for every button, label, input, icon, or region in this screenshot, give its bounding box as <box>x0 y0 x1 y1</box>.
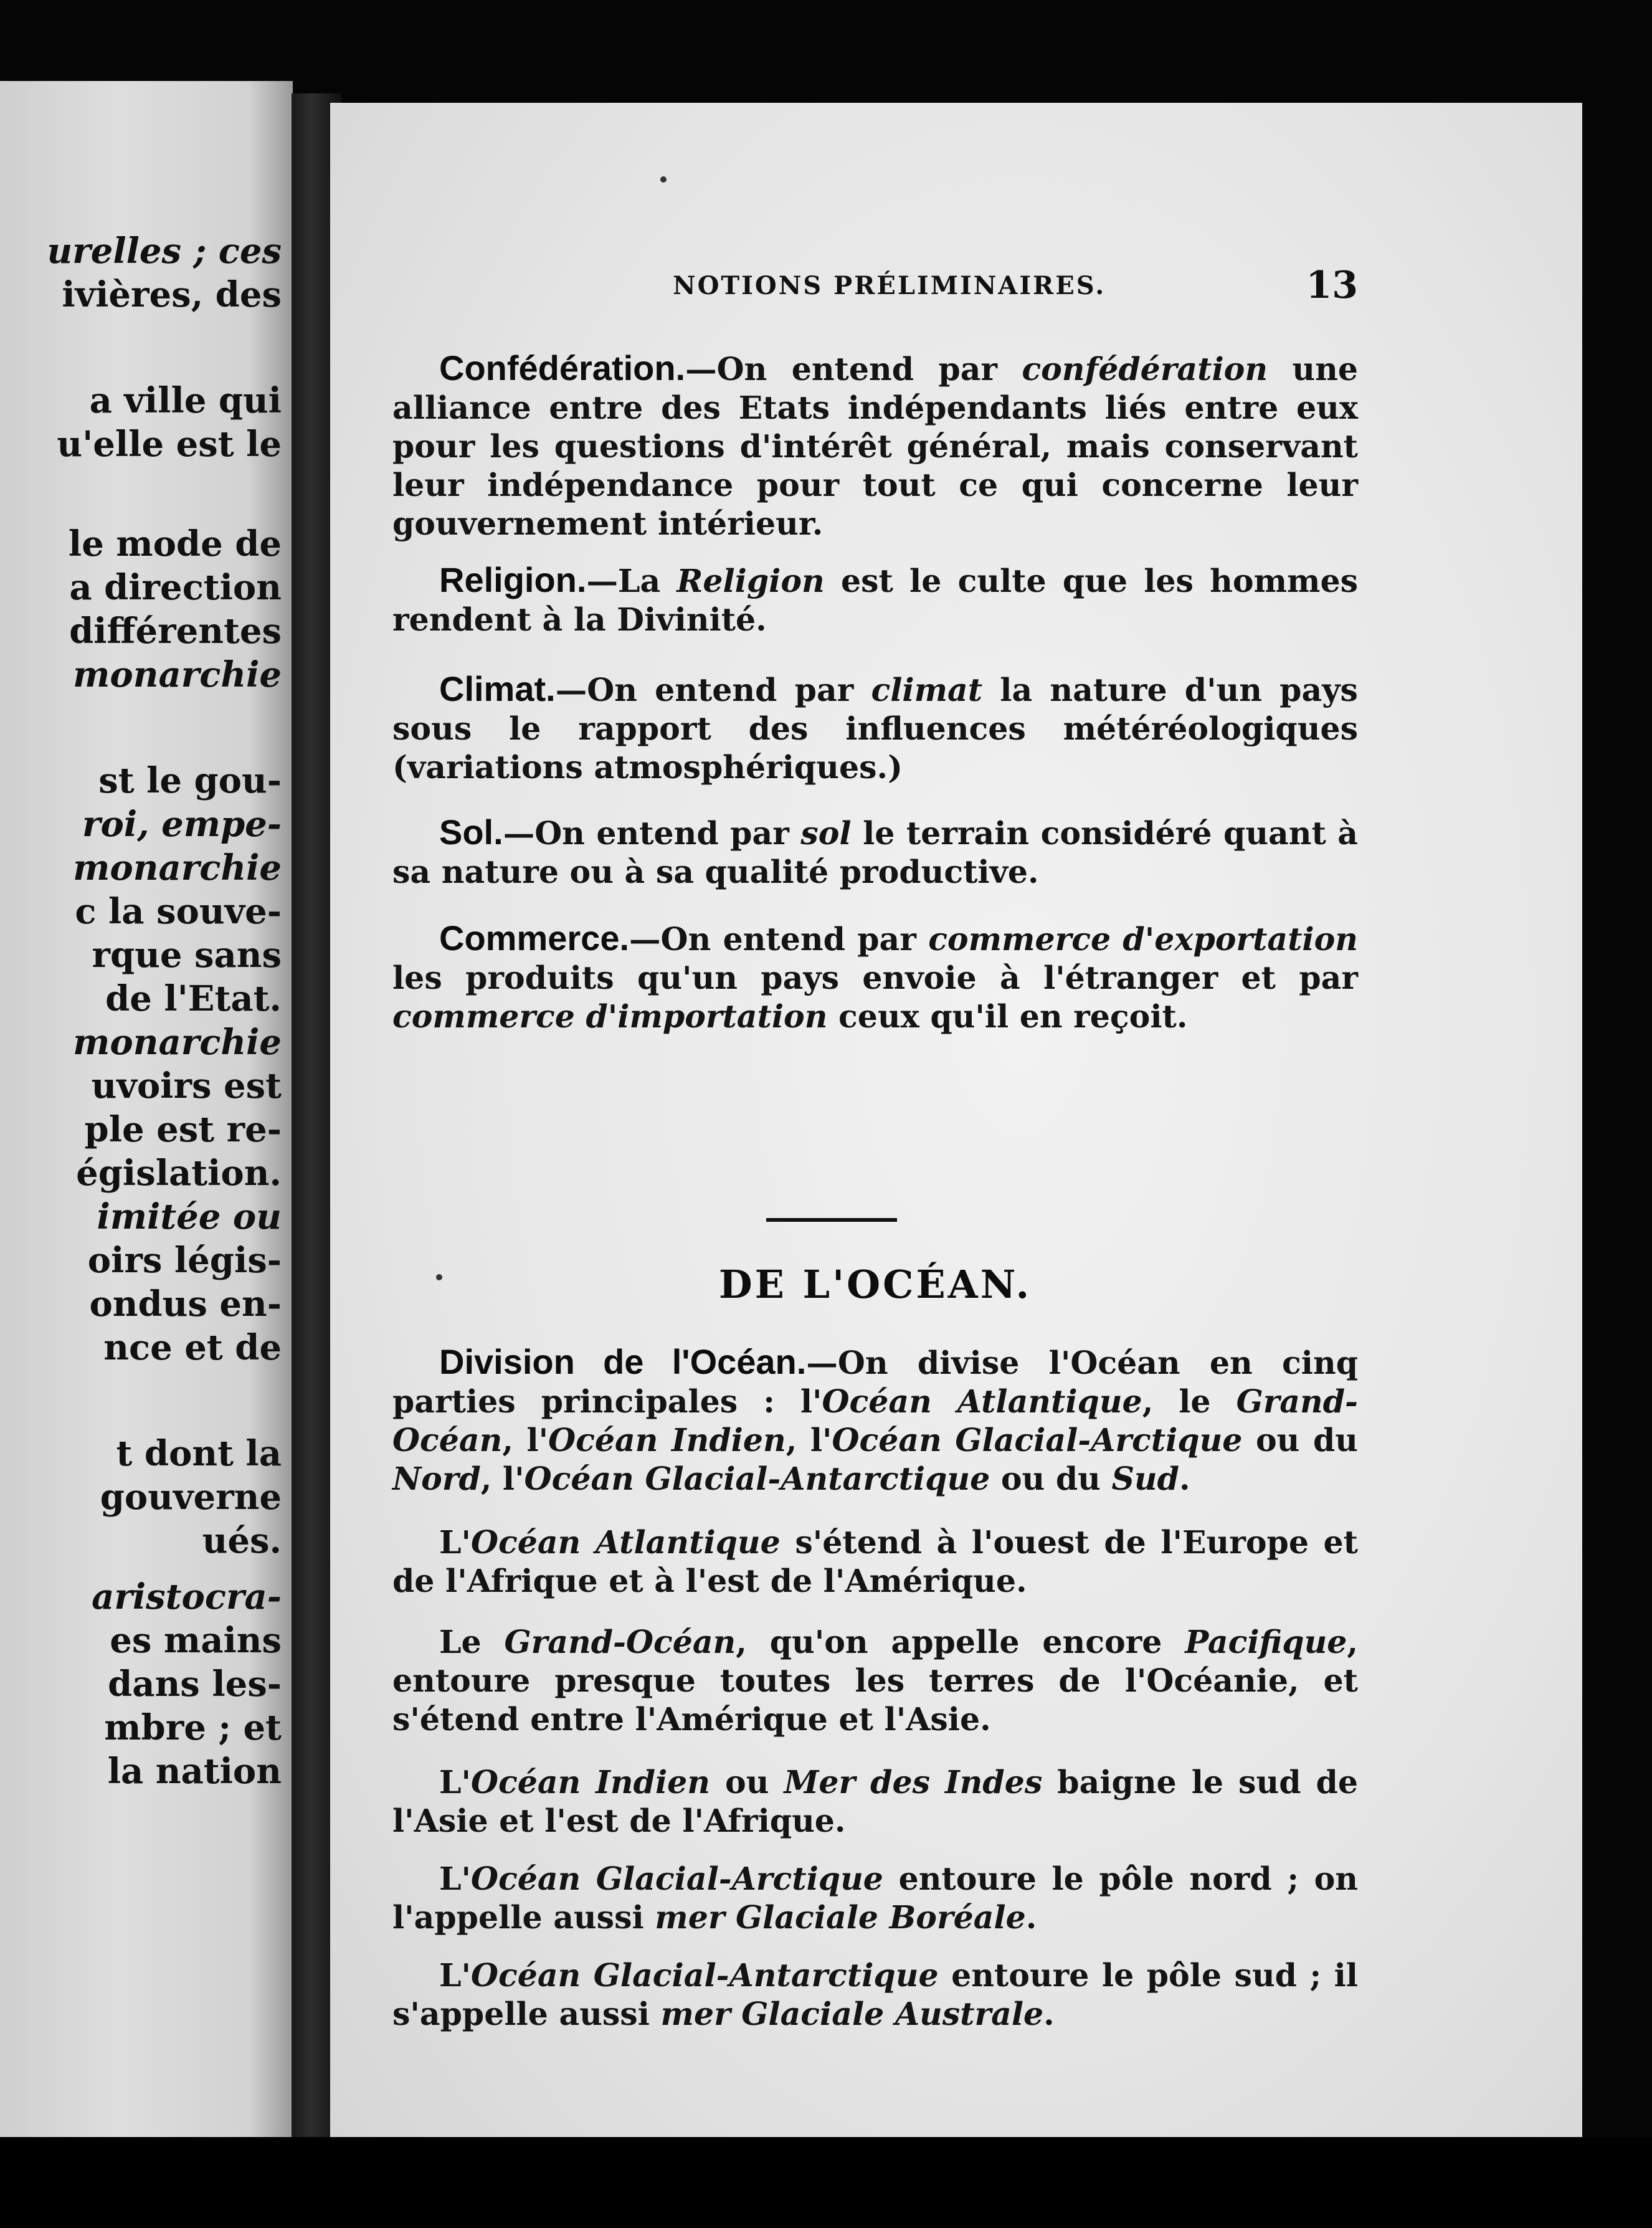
left-page-line: de l'Etat. <box>105 978 282 1019</box>
scan-bottom-edge <box>0 2137 1652 2228</box>
left-page-line: nce et de <box>103 1327 282 1368</box>
text-run: —La <box>586 563 677 599</box>
text-run: . <box>1179 1460 1190 1497</box>
italic-run: Océan Indien <box>470 1764 710 1801</box>
italic-run: commerce d'importation <box>392 998 828 1035</box>
italic-run: confédération <box>1022 351 1268 388</box>
italic-run: commerce d'exportation <box>928 921 1358 958</box>
italic-run: Océan Glacial-Arctique <box>470 1860 883 1897</box>
left-page-line: ivières, des <box>62 274 282 315</box>
left-page-line: a direction <box>69 567 282 608</box>
paragraph-division-ocean <box>392 1343 1358 1498</box>
italic-run: climat <box>871 672 983 708</box>
italic-run: Sud <box>1111 1460 1179 1497</box>
term-heading: Commerce. <box>439 918 630 958</box>
text-run: ou <box>710 1764 784 1801</box>
left-page-line: ple est re- <box>84 1109 282 1150</box>
left-page-line: ondus en- <box>89 1283 282 1325</box>
text-run: baigne le sud de l'Asie et l'est de l'Afrique. <box>392 1764 1358 1839</box>
text-run: . <box>1043 1996 1055 2032</box>
text-run: s'étend à l'ouest de l'Europe et de l'Afrique et à l'est de l'Amérique. <box>392 1524 1358 1599</box>
italic-run: mer Glaciale Boréale <box>655 1899 1026 1936</box>
italic-run: Grand-Océan <box>504 1624 736 1660</box>
paragraph-antarctique <box>392 1956 1358 2034</box>
text-run: —On entend par <box>629 921 929 958</box>
text-run: entoure le pôle nord ; on l'appelle aussi <box>392 1860 1358 1936</box>
left-page-line: aristocra- <box>92 1576 282 1617</box>
italic-run: Mer des Indes <box>784 1764 1043 1801</box>
italic-run: Océan Atlantique <box>822 1383 1142 1420</box>
text-run: ou du <box>1242 1422 1358 1459</box>
text-run: L' <box>439 1524 471 1561</box>
text-run: ou du <box>990 1460 1112 1497</box>
left-page-line: dans les- <box>108 1664 282 1705</box>
italic-run: Religion <box>676 563 825 599</box>
text-run: —On entend par <box>685 351 1022 388</box>
left-page-line: uvoirs est <box>91 1065 282 1107</box>
paragraph-arctique <box>392 1860 1358 1937</box>
running-title: NOTIONS PRÉLIMINAIRES. <box>673 271 1106 300</box>
text-run: la nature d'un pays sous le rapport des influences météréologiques (variations atmosphériques.) <box>392 672 1358 786</box>
left-page-line: la nation <box>107 1751 282 1792</box>
italic-run: Grand-Océan <box>392 1383 1359 1459</box>
text-run: ceux qu'il en reçoit. <box>827 998 1188 1035</box>
italic-run: Océan Glacial-Arctique <box>832 1422 1243 1459</box>
italic-run: Océan Indien <box>548 1422 786 1459</box>
term-heading: Confédération. <box>439 348 686 388</box>
left-page-line: roi, empe- <box>82 804 282 845</box>
previous-page-fragment <box>0 81 293 2137</box>
paragraph-confederation <box>392 349 1358 543</box>
left-page-line: st le gou- <box>98 760 282 801</box>
section-divider-rule <box>766 1218 897 1222</box>
paragraph-indien <box>392 1763 1358 1840</box>
left-page-line: u'elle est le <box>57 424 282 465</box>
left-page-line: rque sans <box>92 935 282 976</box>
text-run: , le <box>1142 1383 1237 1420</box>
italic-run: Océan Glacial-Antarctique <box>524 1460 990 1497</box>
text-run: entoure le pôle sud ; il s'appelle aussi <box>392 1957 1358 2032</box>
left-page-line: monarchie <box>73 654 282 695</box>
text-run: est le culte que les hommes rendent à la Divinité. <box>392 563 1358 638</box>
left-page-line: c la souve- <box>75 891 282 932</box>
left-page-line: monarchie <box>73 847 282 888</box>
running-header <box>392 264 1358 321</box>
left-page-line: égislation. <box>76 1153 282 1194</box>
text-run: le terrain considéré quant à sa nature ou à sa qualité productive. <box>392 815 1358 890</box>
paragraph-religion <box>392 561 1358 639</box>
term-heading: Climat. <box>439 669 556 708</box>
text-run: L' <box>439 1860 471 1897</box>
print-speck <box>660 176 667 183</box>
text-run: , l' <box>786 1422 832 1459</box>
italic-run: Océan Atlantique <box>470 1524 781 1561</box>
italic-run: Nord <box>392 1460 481 1497</box>
left-page-line: es mains <box>110 1620 282 1661</box>
italic-run: mer Glaciale Australe <box>660 1996 1044 2032</box>
term-heading: Religion. <box>439 560 587 599</box>
paragraph-grand-ocean <box>392 1623 1358 1739</box>
left-page-line: oirs légis- <box>87 1240 282 1281</box>
left-page-line: a ville qui <box>89 380 282 421</box>
text-run: , qu'on appelle encore <box>736 1624 1185 1660</box>
text-run: —On entend par <box>555 672 871 708</box>
print-speck <box>436 1274 442 1280</box>
text-run: , l' <box>480 1460 525 1497</box>
left-page-line: urelles ; ces <box>47 231 282 272</box>
paragraph-sol <box>392 813 1358 892</box>
italic-run: Pacifique <box>1185 1624 1347 1660</box>
text-run: L' <box>439 1764 471 1801</box>
page-number: 13 <box>1306 264 1358 307</box>
left-page-line: gouverne <box>100 1477 282 1518</box>
paragraph-atlantique <box>392 1523 1358 1601</box>
text-run: , l' <box>502 1422 549 1459</box>
paragraph-climat <box>392 670 1358 787</box>
italic-run: sol <box>800 815 852 852</box>
left-page-line: le mode de <box>68 523 282 564</box>
page-13 <box>330 103 1582 2140</box>
text-run: Le <box>439 1624 505 1660</box>
italic-run: Océan Glacial-Antarctique <box>470 1957 939 1994</box>
left-page-line: imitée ou <box>97 1196 282 1237</box>
text-run: , entoure presque toutes les terres de l'Océanie, et s'étend entre l'Amérique et l'Asie. <box>392 1624 1359 1738</box>
text-run: L' <box>439 1957 471 1994</box>
left-page-line: t dont la <box>116 1433 282 1474</box>
left-page-line: différentes <box>69 611 282 652</box>
text-run: —On divise l'Océan en cinq parties principales : l' <box>392 1345 1359 1420</box>
left-page-line: monarchie <box>73 1022 282 1063</box>
term-heading: Sol. <box>439 812 503 852</box>
text-run: une alliance entre des Etats indépendants liés entre eux pour les questions d'intérêt général, mais conservant leur indépendance pour tout ce qui concerne leur gouvernement intérieur. <box>392 351 1358 542</box>
term-heading: Division de l'Océan. <box>439 1342 807 1381</box>
section-title: DE L'OCÉAN. <box>718 1262 1032 1307</box>
text-run: les produits qu'un pays envoie à l'étranger et par <box>392 959 1358 996</box>
left-page-line: mbre ; et <box>104 1707 282 1748</box>
text-run: —On entend par <box>503 815 801 852</box>
text-run: . <box>1025 1899 1037 1936</box>
left-page-line: ués. <box>202 1520 282 1561</box>
paragraph-commerce <box>392 919 1358 1036</box>
